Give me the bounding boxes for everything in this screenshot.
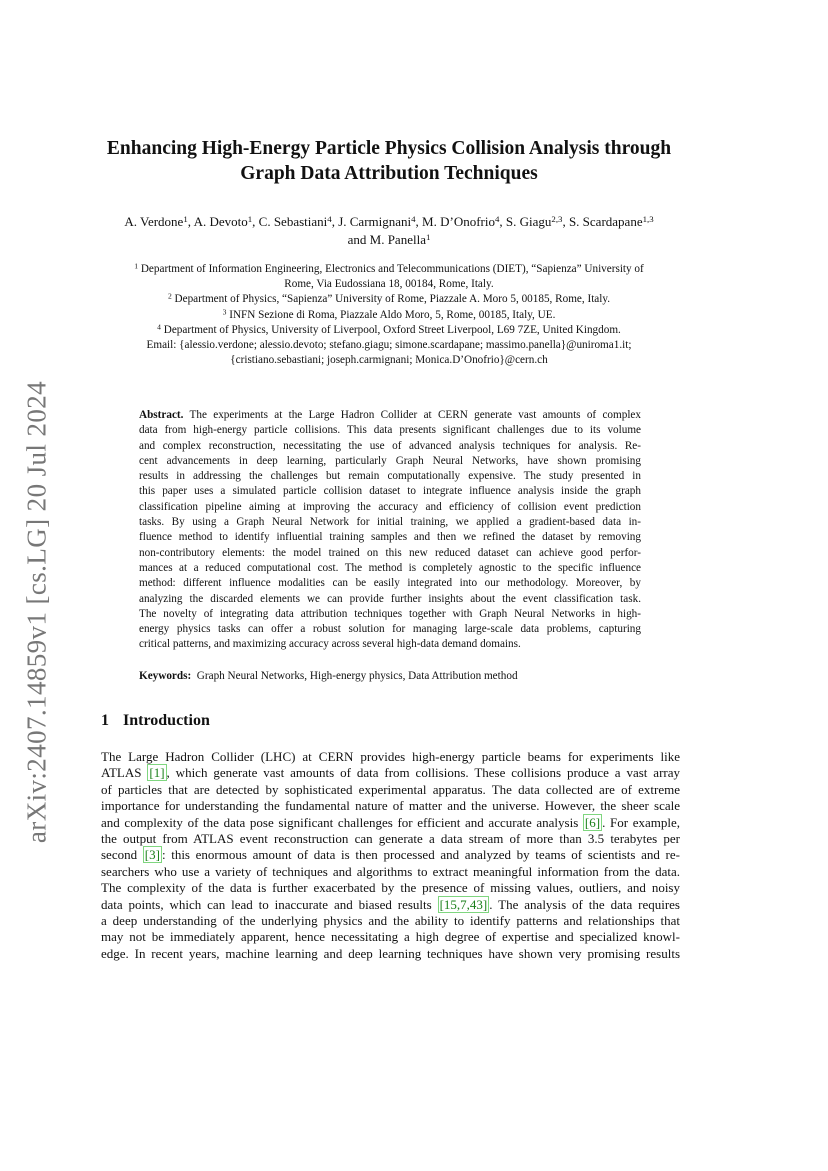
author-name: S. Giagu [505,214,552,229]
abstract-text: analyzing the discarded elements we can provide further insights about the event classification task. [139,592,641,605]
citation-link: [6] [584,814,601,830]
body-text-run: ATLAS [101,765,148,781]
author-affiliation-mark: 1 [425,232,431,243]
abstract-text: non-contributory elements: the model trained on this new reduced dataset can achieve good perfor- [139,546,641,559]
author-affiliation-mark: 1,3 [642,214,654,225]
body-line [101,749,680,765]
citation-link: [3] [144,847,160,863]
affiliation-line [90,262,688,277]
abstract-line [139,637,641,652]
section-heading [101,711,210,731]
author-name: M. D’Onofrio [422,214,495,229]
body-line [101,929,680,945]
affiliation-number: 1 [134,261,139,271]
affiliation-line [90,308,688,323]
abstract-label: Abstract. [139,409,184,421]
body-text-run: a deep understanding of the underlying physics and the ability to identify patterns and relationships that [101,913,680,929]
body-line [101,897,680,913]
author-line-2: and M. Panella$^1$ [347,232,431,247]
arxiv-stamp [22,372,52,852]
abstract-text: classification pipeline aiming at improving the accuracy and efficiency of collision event prediction [139,500,641,513]
keywords [139,669,641,684]
keywords-text: Graph Neural Networks, High-energy physics, Data Attribution method [196,670,518,682]
abstract-line [139,530,641,545]
body-line [101,847,680,863]
affiliations [90,262,688,368]
abstract-line [139,423,641,438]
body-line [101,913,680,929]
abstract-text: mances at a reduced computational cost. The method is completely agnostic to the specific influence [139,561,641,574]
body-text-run: edge. In recent years, machine learning and deep learning techniques have shown very promising results [101,945,680,961]
abstract-line [139,607,641,622]
body-text-run: . The analysis of the data requires [489,896,680,912]
body-text-run: The Large Hadron Collider (LHC) at CERN provides high-energy particle beams for experiments like [101,749,680,764]
body-line [101,798,680,814]
body-line [101,880,680,896]
affiliation-line [90,338,688,353]
body-text-run: searchers who use a variety of techniques and algorithms to extract meaningful information from the data. [101,863,680,879]
author-affiliation-mark: 2,3 [551,214,563,225]
author-affiliation-mark: 1 [247,214,253,225]
author-name: M. Panella [369,232,426,247]
abstract-line [139,454,641,469]
body-line [101,765,680,781]
abstract [139,408,641,653]
abstract-line [139,484,641,499]
body-text-run: may not be immediately apparent, hence necessitating a high degree of expertise and specialized knowl- [101,929,680,945]
affiliation-line [90,323,688,338]
affiliation-text: Rome, Via Eudossiana 18, 00184, Rome, Italy. [284,278,494,291]
body-text-run: . For example, [602,814,681,830]
abstract-line [139,576,641,591]
author-name: C. Sebastiani [258,214,328,229]
abstract-text: The experiments at the Large Hadron Collider at CERN generate vast amounts of complex [189,409,641,421]
section-number: 1 [101,712,109,729]
author-list [80,213,698,249]
author-affiliation-mark: 4 [494,214,500,225]
abstract-text: critical patterns, and maximizing accuracy across several high-data demand domains. [139,638,521,651]
abstract-line [139,439,641,454]
affiliation-number: 2 [167,291,172,301]
body-text-run: The complexity of the data is further exacerbated by the presence of missing values, outliers, and noisy [101,880,680,896]
affiliation-text: Department of Information Engineering, Electronics and Telecommunications (DIET), “Sapienza” University of [140,263,644,275]
abstract-line [139,469,641,484]
body-text-run: and complexity of the data pose significant challenges for efficient and accurate analysis [101,814,583,830]
abstract-text: and complex reconstruction, necessitating the use of advanced analysis techniques for analysis. Re- [139,439,641,452]
abstract-text: cent advancements in deep learning, particularly Graph Neural Networks, have shown promising [139,454,641,467]
abstract-text: data from high-energy particle collisions. This data presents significant challenges due to its volume [139,424,641,437]
paper-title [90,136,688,186]
affiliation-text: Department of Physics, University of Liverpool, Oxford Street Liverpool, L69 7ZE, United Kingdom. [163,323,621,336]
body-line [101,831,680,847]
body-text-run: data points, which can lead to inaccurate and biased results [101,896,438,912]
author-affiliation-mark: 4 [327,214,332,225]
abstract-line [139,592,641,607]
body-line [101,782,680,798]
affiliation-text: Email: {alessio.verdone; alessio.devoto; stefano.giagu; simone.scardapane; massimo.panella}@uniroma1.it; [146,339,632,352]
title-line-1: Enhancing High-Energy Particle Physics Collision Analysis through [106,138,672,159]
author-name: J. Carmignani [338,214,412,229]
affiliation-line [90,277,688,292]
author-name: A. Verdone [124,214,184,229]
author-name: A. Devoto [193,214,248,229]
abstract-line [139,546,641,561]
abstract-text: tasks. By using a Graph Neural Network for initial training, we applied a gradient-based data in- [139,516,641,529]
citation-link: [15,7,43] [439,896,488,912]
arxiv-identifier: arXiv:2407.14859v1 [cs.LG] 20 Jul 2024 [21,380,52,844]
body-line [101,815,680,831]
abstract-text: this paper uses a simulated particle collision dataset to integrate influence analysis inside the graph [139,485,641,498]
abstract-text: energy physics tasks can offer a robust solution for managing large-scale data problems, capturing [139,623,641,636]
abstract-line [139,515,641,530]
body-text-run: , which generate vast amounts of data from collisions. These collisions produce a vast array [166,765,680,781]
abstract-line [139,500,641,515]
affiliation-text: Department of Physics, “Sapienza” University of Rome, Piazzale A. Moro 5, 00185, Rome, Italy. [174,293,611,306]
body-text-run: of particles that are detected by sophisticated experimental apparatus. The data collected are of extreme [101,781,680,797]
affiliation-number: 3 [222,307,227,317]
keywords-label: Keywords: [139,670,192,682]
body-text-run: importance for understanding the fundamental nature of matter and the universe. However, the sheer scale [101,798,680,814]
body-text-run: second [101,847,143,863]
affiliation-line [90,353,688,368]
author-affiliation-mark: 4 [411,214,416,225]
abstract-line [139,408,641,423]
affiliation-line [90,292,688,307]
affiliation-text: {cristiano.sebastiani; joseph.carmignani; Monica.D’Onofrio}@cern.ch [230,354,548,367]
citation-link: [1] [149,765,165,781]
abstract-line [139,561,641,576]
title-line-2: Graph Data Attribution Techniques [240,163,538,184]
author-name: S. Scardapane [568,214,643,229]
abstract-text: The novelty of integrating data attribution techniques together with Graph Neural Networks in high- [139,607,641,620]
affiliation-text: INFN Sezione di Roma, Piazzale Aldo Moro, 5, Rome, 00185, Italy, UE. [229,308,556,321]
abstract-text: fluence method to identify influential training samples and then we refined the dataset by removing [139,531,641,544]
affiliation-number: 4 [157,322,161,332]
abstract-line [139,622,641,637]
body-text-run: : this enormous amount of data is then processed and analyzed by teams of scientists and re- [161,847,680,863]
author-line-1: A. Verdone$^1$, A. Devoto$^1$, C. Sebastiani$^4$, J. Carmignani$^4$, M. D’Onofrio$^4$, S. Giagu$^{2,3}$, S. Scardapane$^{1,3}$ [124,214,654,229]
body-line [101,946,680,962]
abstract-text: results in addressing the challenges but remain computationally expensive. The study presented in [139,470,641,483]
author-affiliation-mark: 1 [183,214,188,225]
introduction-body [101,749,680,962]
section-title: Introduction [123,712,210,729]
body-line [101,864,680,880]
abstract-text: method: different influence modalities can be easily integrated into our methodology. Moreover, by [139,577,641,590]
body-text-run: the output from ATLAS event reconstruction can generate a data stream of more than 3.5 terabytes per [101,831,680,847]
